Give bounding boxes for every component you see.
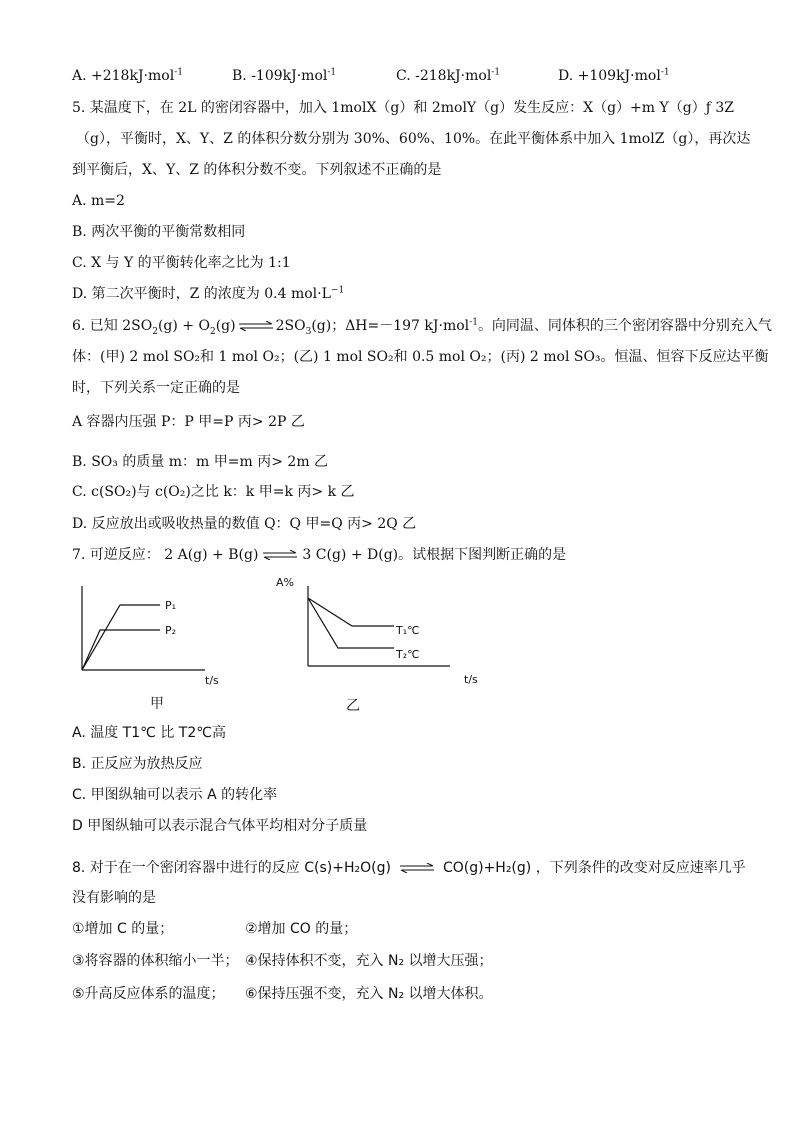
graph-jia-label-p2: P₂: [165, 624, 177, 637]
equilibrium-arrow-icon: [238, 321, 274, 331]
q6-option-c: C. c(SO₂)与 c(O₂)之比 k：k 甲=k 丙> k 乙: [72, 484, 355, 500]
graph-jia-curve-p1: [82, 605, 160, 670]
q5-option-b: B. 两次平衡的平衡常数相同: [72, 224, 246, 240]
equilibrium-arrow-icon: [262, 550, 298, 560]
equilibrium-arrow-icon: [399, 863, 435, 873]
q6-option-d: D. 反应放出或吸收热量的数值 Q：Q 甲=Q 丙> 2Q 乙: [72, 516, 417, 532]
graph-yi-curve-t1: [308, 598, 394, 626]
q6-option-b: B. SO₃ 的质量 m：m 甲=m 丙> 2m 乙: [72, 454, 329, 470]
q5-option-c: C. X 与 Y 的平衡转化率之比为 1:1: [72, 255, 291, 271]
graph-jia-label-p1: P₁: [165, 599, 177, 612]
graph-jia: [70, 578, 240, 698]
q7-option-b: B. 正反应为放热反应: [72, 756, 203, 772]
q8-stem-line1: 8. 对于在一个密闭容器中进行的反应 C(s)+H₂O(g) CO(g)+H₂(g) ，下列条件的改变对反应速率几乎: [72, 860, 746, 876]
q4-option-c: C. -218kJ·mol$^{-1}$: [396, 67, 501, 84]
q5-option-d: D. 第二次平衡时，Z 的浓度为 0.4 $mol\cdot L^{-1}$: [72, 285, 345, 302]
q7-option-d: D 甲图纵轴可以表示混合气体平均相对分子质量: [72, 818, 368, 834]
graph-jia-caption: 甲: [150, 696, 164, 712]
graph-yi: [270, 572, 500, 692]
q4-option-d: D. +109kJ·mol$^{-1}$: [558, 67, 670, 84]
q8-stem-line2: 没有影响的是: [72, 890, 156, 906]
q6-stem-line2: 体：(甲) 2 mol SO₂和 1 mol O₂；(乙) 1 mol SO₂和 0.5 mol O₂；(丙) 2 mol SO₃。恒温、恒容下反应达平衡: [72, 349, 769, 365]
q7-option-c: C. 甲图纵轴可以表示 A 的转化率: [72, 787, 278, 803]
graph-yi-label-t2: T₂℃: [396, 648, 420, 661]
q8-condition-6: ⑥保持压强不变，充入 N₂ 以增大体积。: [245, 986, 493, 1002]
q7-stem: 7. 可逆反应： 2 A(g) + B(g) 3 C(g) + D(g)。试根据下图判断正确的是: [72, 547, 567, 563]
q5-stem-line2: （g），平衡时，X、Y、Z 的体积分数分别为 30%、60%、10%。在此平衡体系中加入 1molZ（g），再次达: [76, 131, 751, 147]
q7-option-a: A. 温度 T1℃ 比 T2℃高: [72, 725, 226, 741]
q8-condition-4: ④保持体积不变，充入 N₂ 以增大压强；: [245, 953, 493, 969]
graph-jia-x-label: t/s: [205, 674, 219, 687]
q8-condition-5: ⑤升高反应体系的温度；: [72, 986, 225, 1002]
graph-yi-label-t1: T₁℃: [396, 624, 420, 637]
graph-yi-caption: 乙: [346, 698, 360, 714]
q8-condition-3: ③将容器的体积缩小一半；: [72, 953, 239, 969]
q5-stem-line1: 5. 某温度下，在 2L 的密闭容器中，加入 1molX（g）和 2molY（g）发生反应：X（g）+m Y（g）ƒ 3Z: [72, 100, 734, 116]
q5-option-a: A. m=2: [72, 193, 125, 209]
q4-option-a: A. +218kJ·mol$^{-1}$: [72, 67, 183, 84]
graph-yi-x-label: t/s: [464, 673, 478, 686]
q4-option-b: B. -109kJ·mol$^{-1}$: [232, 67, 337, 84]
q5-stem-line3: 到平衡后，X、Y、Z 的体积分数不变。下列叙述不正确的是: [72, 162, 442, 178]
q8-condition-2: ②增加 CO 的量；: [245, 921, 358, 937]
graph-yi-y-label: A%: [276, 576, 294, 589]
q6-option-a: A 容器内压强 P：P 甲=P 丙> 2P 乙: [72, 414, 305, 430]
q6-stem-line3: 时，下列关系一定正确的是: [72, 380, 240, 396]
q8-condition-1: ①增加 C 的量；: [72, 921, 174, 937]
q6-stem-line1: 6. 已知 $2SO_2(g) + O_2(g)$ $2SO_3(g)$；ΔH=－197 kJ·mol$^{-1}$。向同温、同体积的三个密闭容器中分别充入气: [72, 317, 772, 337]
